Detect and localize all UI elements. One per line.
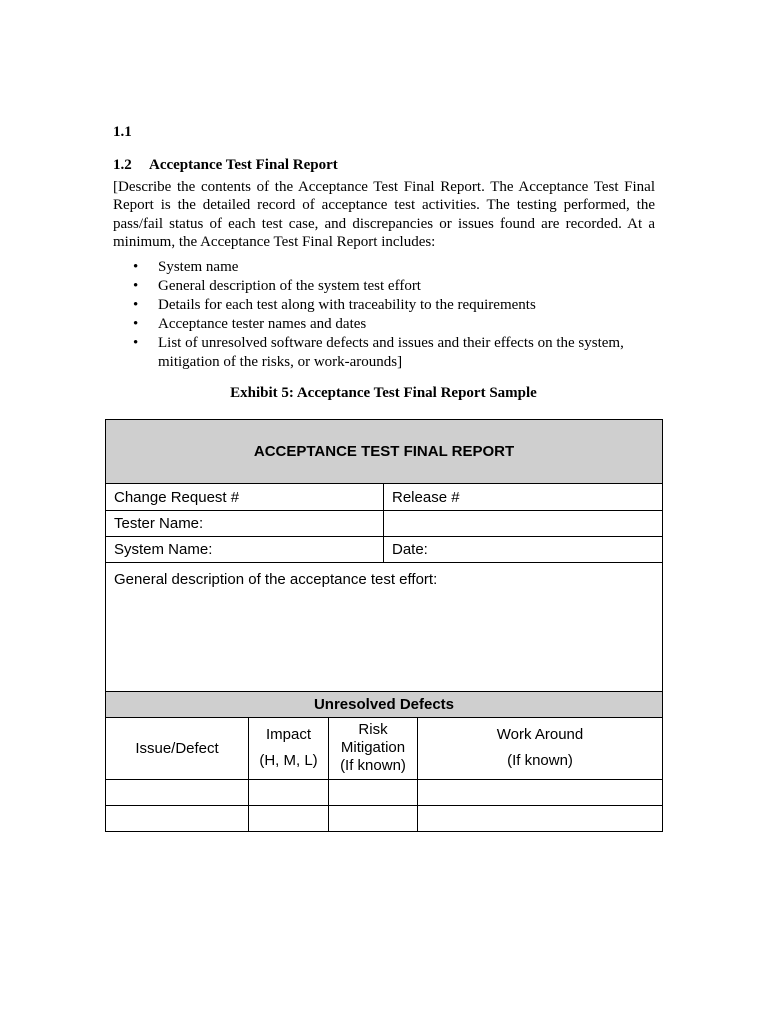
empty-cell	[384, 511, 663, 537]
list-item: • Details for each test along with traceability to the requirements	[133, 297, 536, 313]
bullet-icon: •	[133, 259, 139, 275]
section-heading-1-2	[113, 157, 338, 174]
work-around-header: Work Around (If known)	[418, 717, 663, 779]
exhibit-caption: Exhibit 5: Acceptance Test Final Report Sample	[230, 385, 537, 401]
date-field: Date:	[384, 537, 663, 563]
section-number-1-2: 1.2	[113, 157, 132, 173]
tester-name-field: Tester Name:	[106, 511, 384, 537]
bullet-list	[113, 258, 655, 372]
list-item: • Acceptance tester names and dates	[133, 316, 367, 332]
bullet-icon: •	[133, 316, 139, 332]
form-title: ACCEPTANCE TEST FINAL REPORT	[106, 420, 663, 484]
empty-cell	[329, 805, 418, 831]
report-form-table	[105, 419, 663, 832]
release-field: Release #	[384, 484, 663, 511]
list-item: • General description of the system test effort	[133, 278, 421, 294]
system-name-field: System Name:	[106, 537, 384, 563]
table-row	[106, 805, 663, 831]
issue-defect-header: Issue/Defect	[106, 717, 249, 779]
unresolved-defects-heading: Unresolved Defects	[106, 691, 663, 717]
empty-cell	[329, 779, 418, 805]
impact-header: Impact (H, M, L)	[249, 717, 329, 779]
bullet-icon: •	[133, 278, 139, 294]
list-item: • List of unresolved software defects and issues and their effects on the system, mitigation of the risks, or work-arounds]	[133, 335, 624, 370]
bullet-icon: •	[133, 297, 139, 313]
section-number-1-1: 1.1	[113, 124, 132, 140]
empty-cell	[106, 805, 249, 831]
intro-paragraph: [Describe the contents of the Acceptance Test Final Report. The Acceptance Test Final Report is the detailed record of acceptance test activities. The testing performed, the pass/fail status of each test case, and discrepancies or issues found are recorded. At a minimum, the Acceptance Test Final Report includes:	[113, 179, 655, 250]
bullet-icon: •	[133, 335, 139, 351]
general-description-field: General description of the acceptance test effort:	[106, 563, 663, 691]
change-request-field: Change Request #	[106, 484, 384, 511]
risk-mitigation-header: Risk Mitigation (If known)	[329, 717, 418, 779]
section-title: Acceptance Test Final Report	[149, 157, 338, 173]
list-item: • System name	[133, 259, 239, 275]
empty-cell	[418, 779, 663, 805]
empty-cell	[106, 779, 249, 805]
empty-cell	[418, 805, 663, 831]
empty-cell	[249, 805, 329, 831]
table-row	[106, 779, 663, 805]
empty-cell	[249, 779, 329, 805]
